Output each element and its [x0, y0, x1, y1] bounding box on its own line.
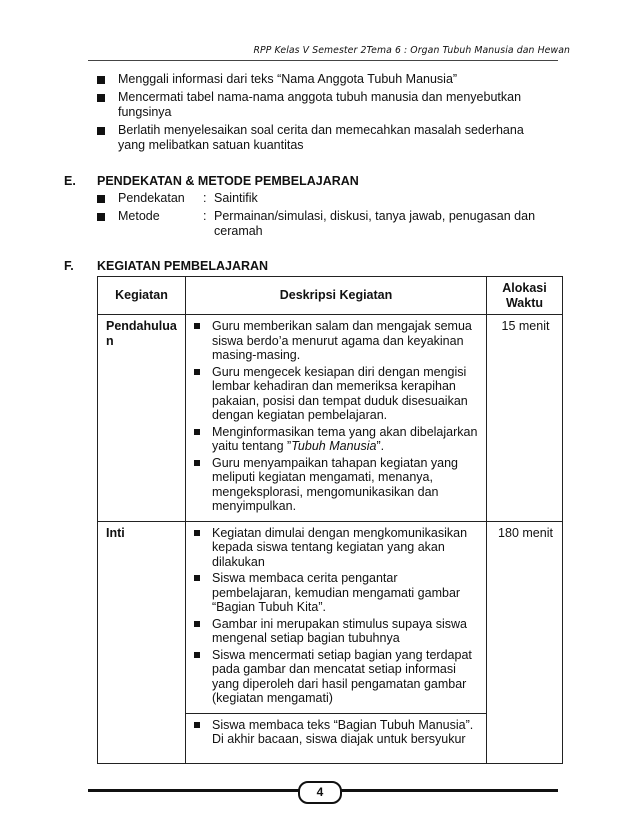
square-bullet-icon — [194, 429, 200, 435]
time-allocation: 15 menit — [487, 315, 563, 522]
square-bullet-icon — [194, 530, 200, 536]
column-header-time: Alokasi Waktu — [487, 277, 563, 315]
activities-table — [97, 276, 563, 764]
description-cell — [186, 713, 487, 763]
section-e-title: PENDEKATAN & METODE PEMBELAJARAN — [97, 174, 359, 188]
square-bullet-icon — [97, 76, 105, 84]
list-item: Guru menyampaikan tahapan kegiatan yang meliputi kegiatan mengamati, menanya, mengeksplorasi, mengomunikasikan dan menyimpulkan. — [194, 456, 480, 514]
table-row — [98, 521, 563, 713]
italic-topic: Tubuh Manusia — [291, 439, 377, 453]
list-item: Guru memberikan salam dan mengajak semua siswa berdo’a menurut agama dan keyakinan masing-masing. — [194, 319, 480, 363]
list-item: Menginformasikan tema yang akan dibelajarkan yaitu tentang ”Tubuh Manusia”. — [194, 425, 480, 454]
list-item: Mencermati tabel nama-nama anggota tubuh manusia dan menyebutkan fungsinya — [97, 90, 547, 121]
time-allocation: 180 menit — [487, 521, 563, 763]
phase-label: Inti — [98, 521, 186, 763]
list-item: Menggali informasi dari teks “Nama Anggota Tubuh Manusia” — [97, 72, 547, 88]
column-header-activity: Kegiatan — [98, 277, 186, 315]
page-number: 4 — [298, 781, 342, 804]
header-rule — [88, 60, 558, 61]
square-bullet-icon — [97, 213, 105, 221]
method-row: Metode : Permainan/simulasi, diskusi, tanya jawab, penugasan dan ceramah — [97, 209, 547, 240]
list-item: Gambar ini merupakan stimulus supaya siswa mengenal setiap bagian tubuhnya — [194, 617, 480, 646]
list-item: Siswa mencermati setiap bagian yang terdapat pada gambar dan mencatat setiap informasi yang diperoleh dari hasil pengamatan gambar (kegiatan mengamati) — [194, 648, 480, 706]
square-bullet-icon — [194, 323, 200, 329]
square-bullet-icon — [194, 460, 200, 466]
section-e-letter: E. — [64, 174, 76, 188]
square-bullet-icon — [194, 722, 200, 728]
square-bullet-icon — [97, 127, 105, 135]
list-item: Siswa membaca teks “Bagian Tubuh Manusia”. Di akhir bacaan, siswa diajak untuk bersyukur — [194, 718, 480, 747]
list-item: Guru mengecek kesiapan diri dengan mengisi lembar kehadiran dan memeriksa kerapihan pakaian, posisi dan tempat duduk disesuaikan dengan kegiatan pembelajaran. — [194, 365, 480, 423]
description-cell — [186, 315, 487, 522]
description-cell — [186, 521, 487, 713]
intro-list — [97, 72, 547, 156]
square-bullet-icon — [97, 195, 105, 203]
list-item: Kegiatan dimulai dengan mengkomunikasikan kepada siswa tentang kegiatan yang akan dilakukan — [194, 526, 480, 570]
square-bullet-icon — [194, 575, 200, 581]
square-bullet-icon — [97, 94, 105, 102]
square-bullet-icon — [194, 652, 200, 658]
phase-label: Pendahulua n — [98, 315, 186, 522]
approach-row: Pendekatan : Saintifik — [97, 191, 547, 207]
column-header-description: Deskripsi Kegiatan — [186, 277, 487, 315]
approach-method-list — [97, 191, 547, 242]
section-f-title: KEGIATAN PEMBELAJARAN — [97, 259, 269, 273]
table-row — [98, 315, 563, 522]
list-item: Siswa membaca cerita pengantar pembelajaran, kemudian mengamati gambar “Bagian Tubuh Kita”. — [194, 571, 480, 615]
square-bullet-icon — [194, 621, 200, 627]
table-header-row — [98, 277, 563, 315]
section-f-letter: F. — [64, 259, 74, 273]
square-bullet-icon — [194, 369, 200, 375]
running-header: RPP Kelas V Semester 2Tema 6 : Organ Tubuh Manusia dan Hewan — [253, 45, 570, 56]
list-item: Berlatih menyelesaikan soal cerita dan memecahkan masalah sederhana yang melibatkan satuan kuantitas — [97, 123, 547, 154]
